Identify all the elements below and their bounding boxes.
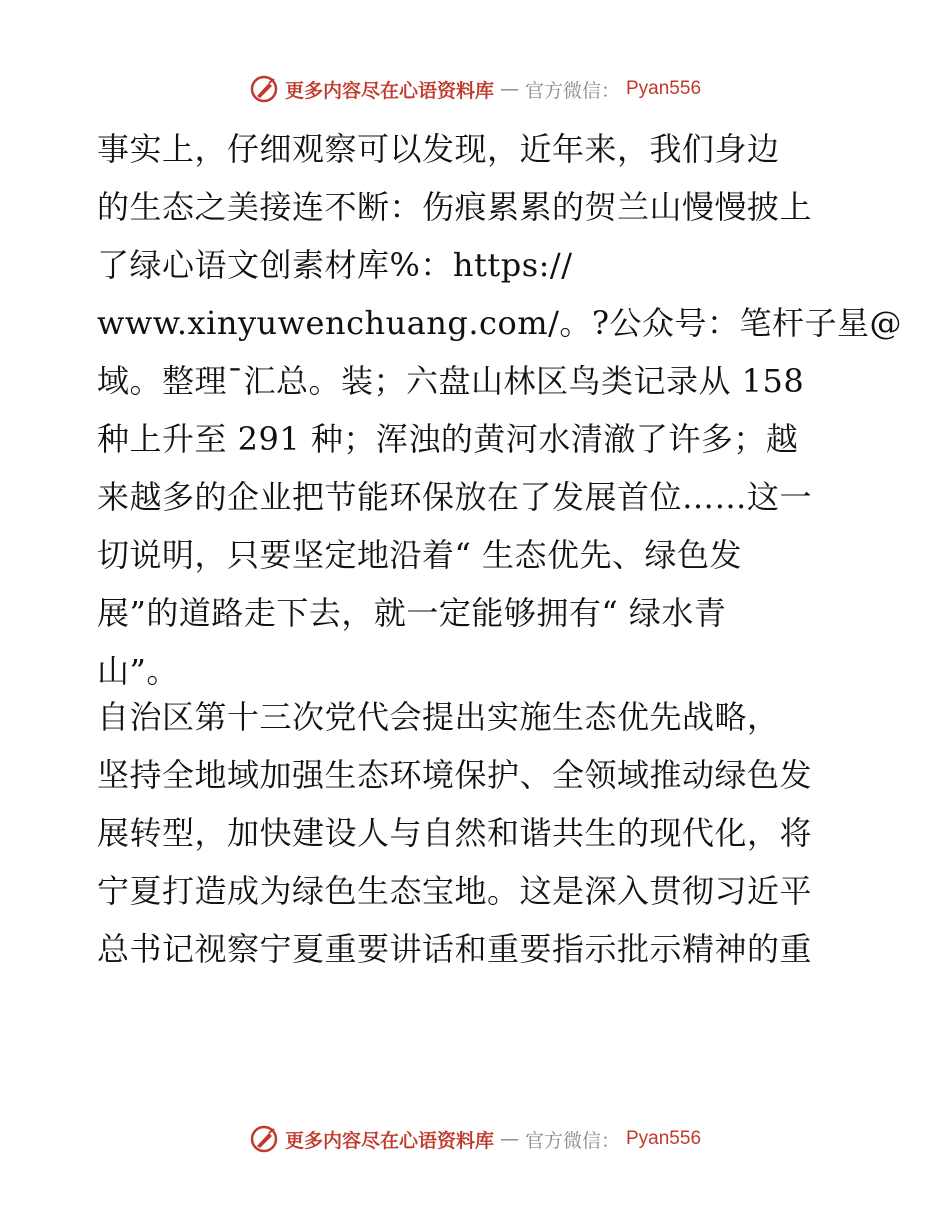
text-line: 来越多的企业把节能环保放在了发展首位……这一: [97, 478, 813, 516]
watermark-separator: —: [499, 78, 519, 100]
paragraph-1: [97, 120, 903, 700]
quill-logo-icon: [249, 1124, 279, 1154]
watermark-text: 更多内容尽在心语资料库: [284, 1129, 494, 1152]
watermark-separator: —: [499, 1128, 519, 1150]
text-line: 宁夏打造成为绿色生态宝地。这是深入贯彻习近平: [97, 872, 813, 910]
text-line: 坚持全地域加强生态环境保护、全领域推动绿色发: [97, 756, 813, 794]
footer-watermark: [0, 1124, 950, 1154]
paragraph-2: [97, 688, 857, 978]
text-line: 切说明，只要坚定地沿着“ 生态优先、绿色发: [97, 536, 743, 574]
text-line: 事实上，仔细观察可以发现，近年来，我们身边: [97, 130, 780, 168]
text-line: 种上升至 291 种；浑浊的黄河水清澈了许多；越: [97, 420, 799, 458]
header-watermark: [0, 74, 950, 104]
watermark-wechat-label: 官方微信：: [524, 79, 620, 102]
text-line: www.xinyuwenchuang.com/。?公众号：笔杆子星@: [97, 304, 903, 342]
watermark-wechat-id: Pyan556: [626, 78, 702, 99]
watermark-text: 更多内容尽在心语资料库: [284, 79, 494, 102]
quill-logo-icon: [249, 74, 279, 104]
text-line: 的生态之美接连不断：伤痕累累的贺兰山慢慢披上: [97, 188, 813, 226]
watermark-wechat-id: Pyan556: [626, 1128, 702, 1149]
text-line: 自治区第十三次党代会提出实施生态优先战略，: [97, 698, 780, 736]
text-line: 山”。: [97, 652, 179, 690]
text-line: 展转型，加快建设人与自然和谐共生的现代化，将: [97, 814, 813, 852]
text-line: 域。整理¯汇总。装；六盘山林区鸟类记录从 158: [97, 362, 805, 400]
text-line: 了绿心语文创素材库%：https://: [97, 246, 573, 284]
watermark-wechat-label: 官方微信：: [524, 1129, 620, 1152]
text-line: 总书记视察宁夏重要讲话和重要指示批示精神的重: [97, 930, 813, 968]
text-line: 展”的道路走下去，就一定能够拥有“ 绿水青: [97, 594, 727, 632]
